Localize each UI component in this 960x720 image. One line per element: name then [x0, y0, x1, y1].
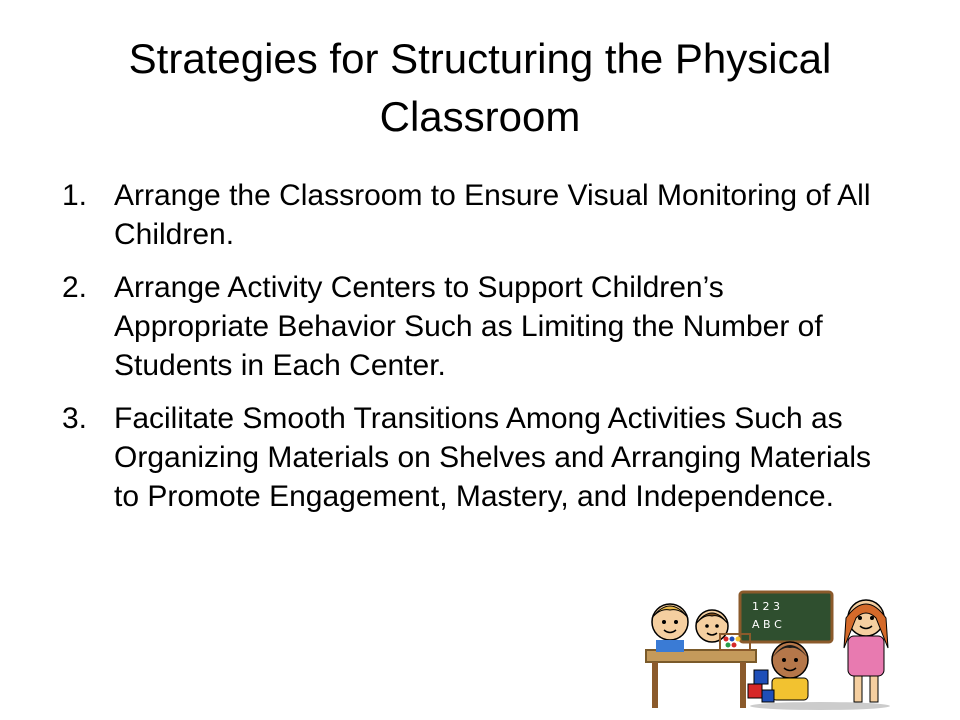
- children-classroom-clipart: [640, 588, 900, 712]
- slide-title: Strategies for Structuring the Physical Classroom: [128, 35, 832, 140]
- list-item-number: 3.: [62, 402, 88, 435]
- strategy-list: [62, 176, 882, 530]
- list-item-text: Facilitate Smooth Transitions Among Activities Such as Organizing Materials on Shelves and Arranging Materials to Promote Engagement, Mastery, and Independence.: [114, 402, 872, 513]
- list-item: [62, 176, 882, 254]
- svg-text:1 2 3: 1 2 3: [752, 600, 780, 613]
- list-item-text: Arrange Activity Centers to Support Children’s Appropriate Behavior Such as Limiting the Number of Students in Each Center.: [114, 271, 823, 382]
- list-item-number: 1.: [62, 179, 88, 212]
- svg-text:A B C: A B C: [752, 618, 782, 631]
- list-item-number: 2.: [62, 271, 88, 304]
- list-item: [62, 399, 882, 516]
- list-item: [62, 268, 882, 385]
- list-item-text: Arrange the Classroom to Ensure Visual Monitoring of All Children.: [114, 179, 871, 251]
